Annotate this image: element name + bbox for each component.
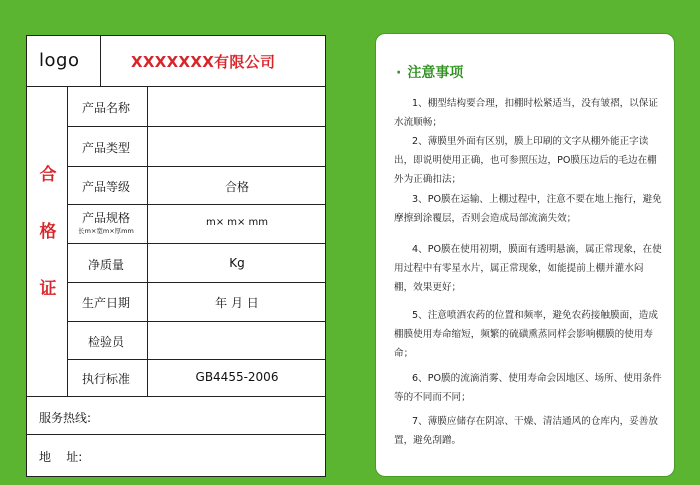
divider — [67, 86, 68, 396]
note-item-1: 1、棚型结构要合理，扣棚时松紧适当，没有皱褶，以保证水流顺畅； — [394, 98, 658, 128]
product-spec-label: 产品规格 — [81, 211, 130, 225]
bullet-icon: · — [396, 65, 402, 81]
divider — [67, 282, 325, 283]
cert-char-3: 证 — [39, 279, 57, 299]
note-item-6: 6、PO膜的流滴消雾、使用寿命会因地区、场所、使用条件等的不同而不同； — [394, 373, 662, 403]
note-item-2: 2、薄膜里外面有区别，膜上印刷的文字从棚外能正字读出，即说明使用正确，也可参照压边，PO膜压边后的毛边在棚外为正确扣法； — [394, 136, 657, 185]
product-grade-value: 合格 — [224, 180, 249, 194]
divider — [67, 126, 325, 127]
divider — [67, 166, 325, 167]
production-date-label: 生产日期 — [81, 296, 130, 310]
inspector-label: 检验员 — [87, 335, 124, 349]
address-label: 地 址: — [39, 450, 83, 464]
hotline-label: 服务热线: — [39, 411, 92, 425]
product-type-label: 产品类型 — [81, 141, 130, 155]
note-item-7: 7、薄膜应储存在阴凉、干燥、清洁通风的仓库内，妥善放置，避免刮蹭。 — [394, 416, 658, 446]
note-item-5: 5、注意喷洒农药的位置和频率，避免农药接触膜面，造成棚膜使用寿命缩短，频繁的硫磺熏蒸同样会影响棚膜的使用寿命； — [394, 310, 658, 359]
divider — [67, 204, 325, 205]
cert-char-2: 格 — [39, 222, 57, 242]
net-weight-label: 净质量 — [87, 258, 124, 272]
net-weight-value: Kg — [229, 256, 245, 270]
product-name-label: 产品名称 — [81, 101, 130, 115]
company-name: XXXXXXX有限公司 — [131, 53, 276, 71]
divider — [27, 86, 325, 87]
cert-char-1: 合 — [39, 165, 57, 185]
divider — [27, 396, 325, 397]
divider — [67, 321, 325, 322]
divider — [67, 243, 325, 244]
divider — [100, 36, 101, 86]
standard-value: GB4455-2006 — [195, 370, 279, 384]
product-grade-label: 产品等级 — [81, 180, 130, 194]
divider — [27, 434, 325, 435]
divider — [147, 86, 148, 396]
standard-label: 执行标准 — [81, 372, 130, 386]
notes-card — [375, 33, 675, 477]
divider — [67, 359, 325, 360]
notes-title-text: 注意事项 — [407, 65, 464, 81]
production-date-value: 年 月 日 — [215, 296, 259, 310]
product-spec-sublabel: 长m×宽m×厚mm — [78, 227, 134, 235]
logo-placeholder: logo — [39, 50, 80, 71]
product-spec-value: m× m× mm — [205, 217, 269, 228]
note-item-3: 3、PO膜在运输、上棚过程中，注意不要在地上拖行，避免摩擦到涂覆层，否则会造成局部流滴失效； — [394, 194, 662, 224]
notes-title — [396, 62, 463, 82]
certificate-card — [26, 35, 326, 477]
note-item-4: 4、PO膜在使用初期，膜面有透明悬滴，属正常现象，在使用过程中有零星水片，属正常现象，如能提前上棚并灌水闷棚，效果更好； — [394, 244, 662, 293]
